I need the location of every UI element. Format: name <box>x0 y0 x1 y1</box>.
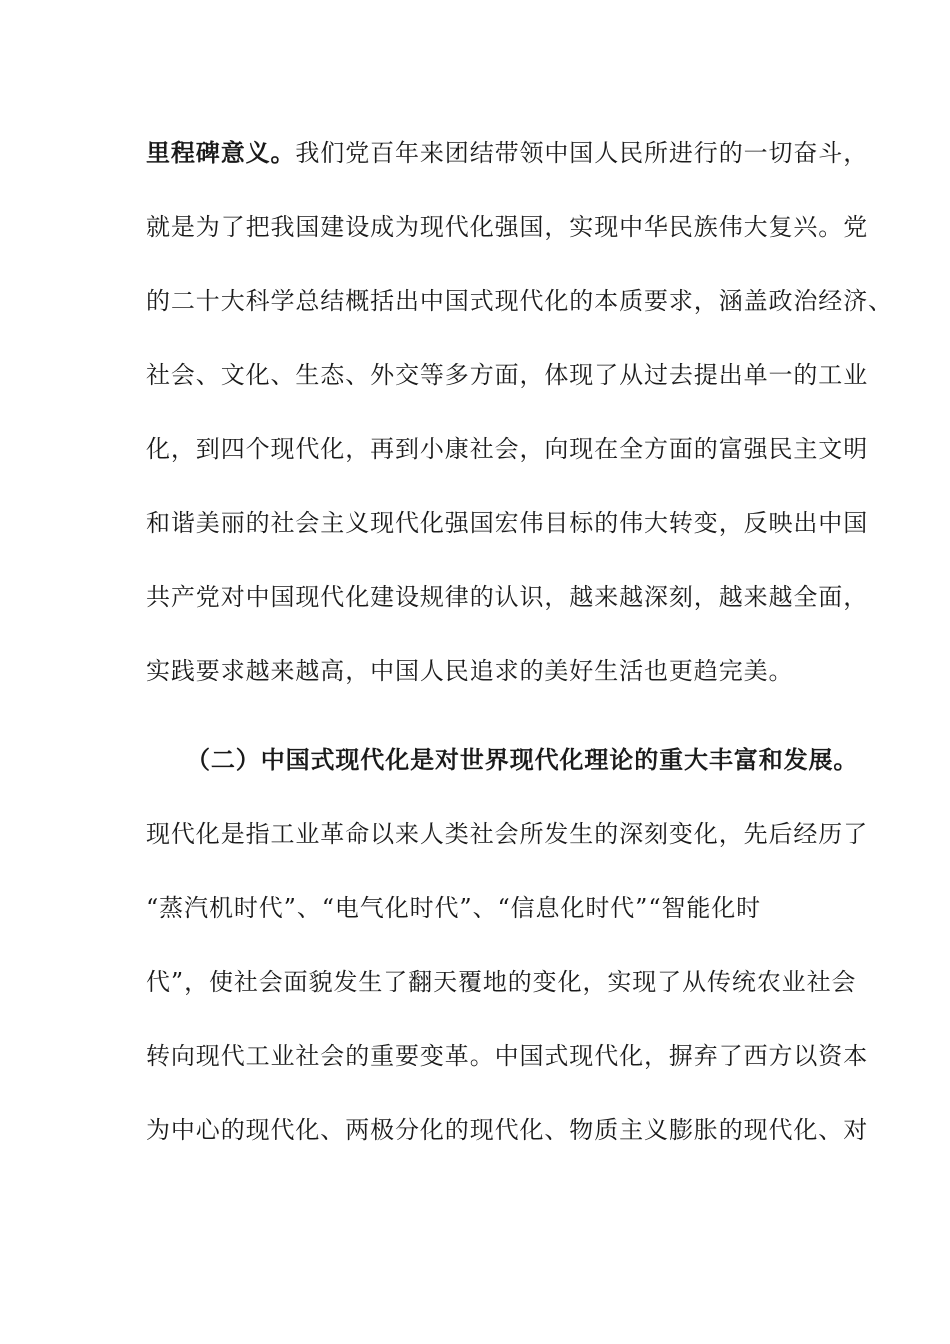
line-text: 我们党百年来团结带领中国人民所进行的一切奋斗， <box>295 139 869 167</box>
paragraph-line: 就是为了把我国建设成为现代化强国，实现中华民族伟大复兴。党 <box>146 213 869 241</box>
section-heading: （二）中国式现代化是对世界现代化理论的重大丰富和发展。 <box>186 745 859 774</box>
paragraph-line: 化，到四个现代化，再到小康社会，向现在全方面的富强民主文明 <box>146 435 869 463</box>
paragraph-line: 实践要求越来越高，中国人民追求的美好生活也更趋完美。 <box>146 657 794 685</box>
paragraph-line: “蒸汽机时代”、“电气化时代”、“信息化时代”“智能化时 <box>146 894 762 922</box>
paragraph-line: 现代化是指工业革命以来人类社会所发生的深刻变化，先后经历了 <box>146 820 869 848</box>
paragraph-line: 和谐美丽的社会主义现代化强国宏伟目标的伟大转变，反映出中国 <box>146 509 869 537</box>
paragraph-line: 社会、文化、生态、外交等多方面，体现了从过去提出单一的工业 <box>146 361 869 389</box>
paragraph-line: 共产党对中国现代化建设规律的认识，越来越深刻，越来越全面， <box>146 583 869 611</box>
paragraph-line: 转向现代工业社会的重要变革。中国式现代化，摒弃了西方以资本 <box>146 1042 869 1070</box>
paragraph-line: 的二十大科学总结概括出中国式现代化的本质要求，涵盖政治经济、 <box>146 287 893 315</box>
paragraph-line: 为中心的现代化、两极分化的现代化、物质主义膨胀的现代化、对 <box>146 1116 869 1144</box>
paragraph-line: 代”，使社会面貌发生了翻天覆地的变化，实现了从传统农业社会 <box>146 968 857 996</box>
paragraph-line <box>146 137 868 169</box>
bold-lead-text: 里程碑意义。 <box>146 138 296 167</box>
